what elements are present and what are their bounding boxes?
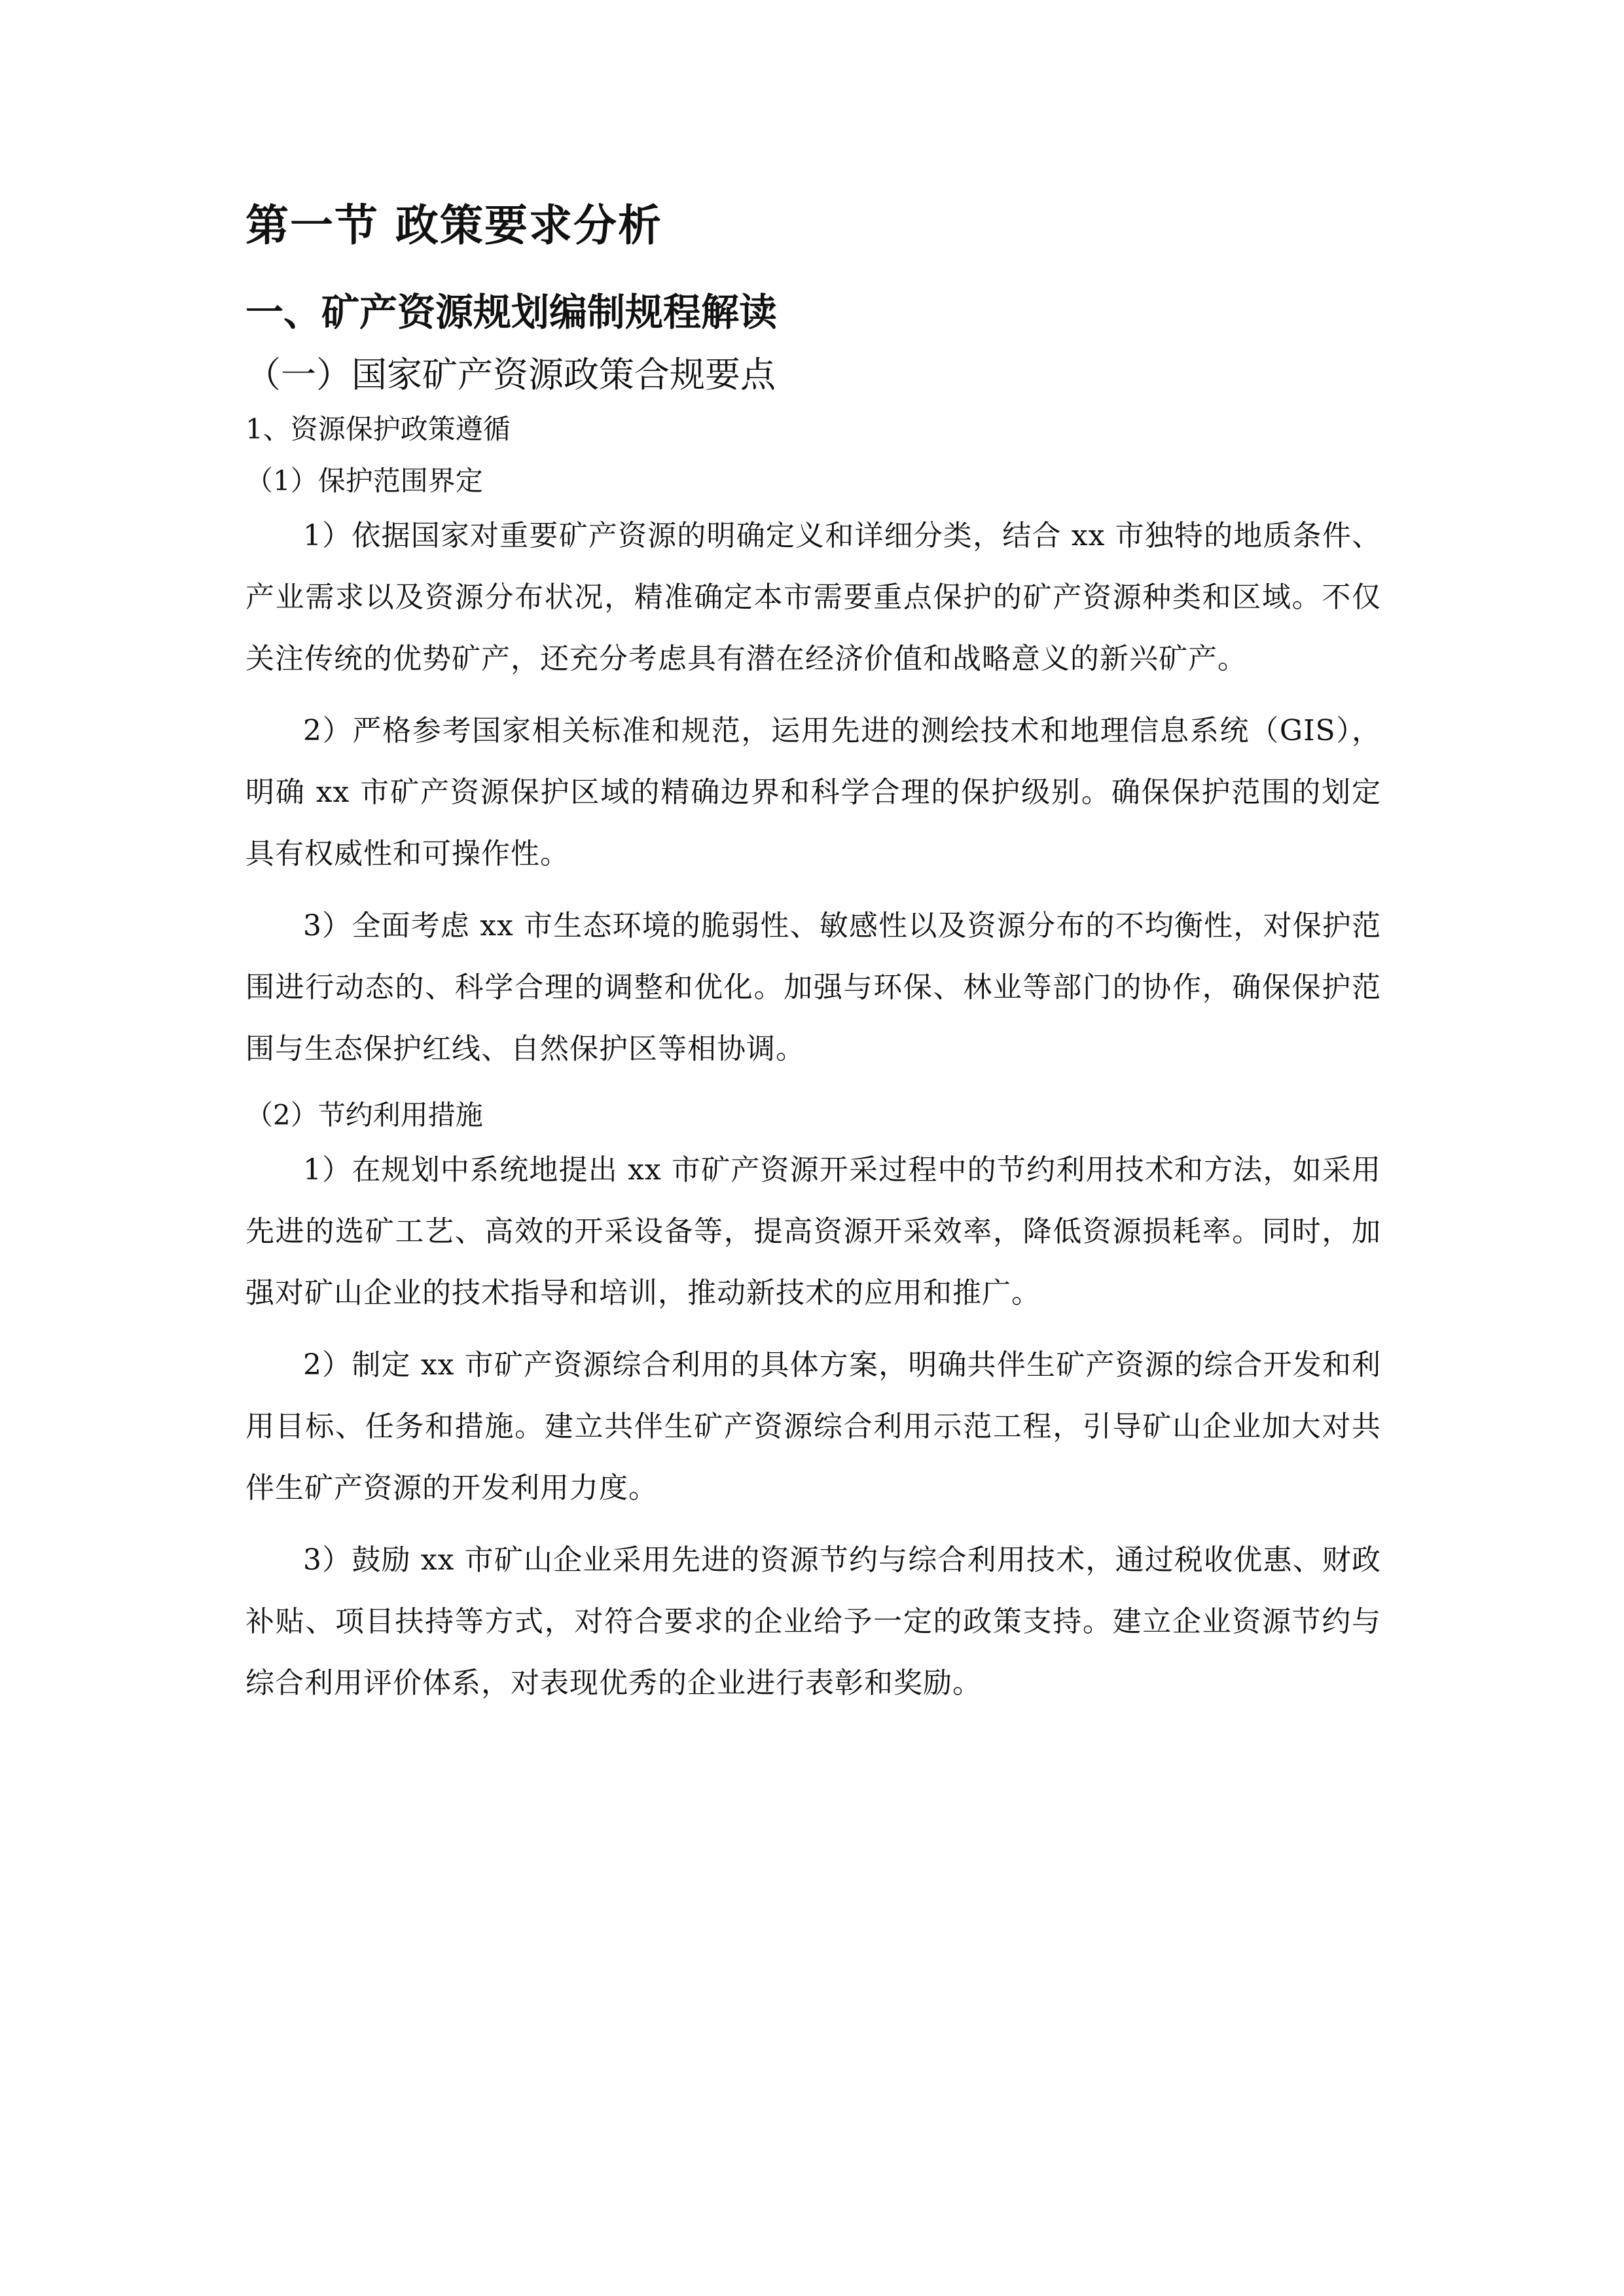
section-title: 第一节 政策要求分析 [245, 200, 662, 251]
paragraph: 2）严格参考国家相关标准和规范，运用先进的测绘技术和地理信息系统（GIS），明确 xx 市矿产资源保护区域的精确边界和科学合理的保护级别。确保保护范围的划定具有权威性和可操作性。 [245, 714, 1381, 870]
document-body [245, 196, 1381, 1725]
paragraph: 2）制定 xx 市矿产资源综合利用的具体方案，明确共伴生矿产资源的综合开发和利用目标、任务和措施。建立共伴生矿产资源综合利用示范工程，引导矿山企业加大对共伴生矿产资源的开发利用力度。 [245, 1348, 1381, 1505]
paragraph: 1）在规划中系统地提出 xx 市矿产资源开采过程中的节约利用技术和方法，如采用先进的选矿工艺、高效的开采设备等，提高资源开采效率，降低资源损耗率。同时，加强对矿山企业的技术指导和培训，推动新技术的应用和推广。 [245, 1153, 1381, 1310]
paragraph: 1）依据国家对重要矿产资源的明确定义和详细分类，结合 xx 市独特的地质条件、产业需求以及资源分布状况，精准确定本市需要重点保护的矿产资源种类和区域。不仅关注传统的优势矿产，还充分考虑具有潜在经济价值和战略意义的新兴矿产。 [245, 519, 1381, 675]
paragraph: 3）全面考虑 xx 市生态环境的脆弱性、敏感性以及资源分布的不均衡性，对保护范围进行动态的、科学合理的调整和优化。加强与环保、林业等部门的协作，确保保护范围与生态保护红线、自然保护区等相协调。 [245, 909, 1381, 1066]
subsection-title: （一）国家矿产资源政策合规要点 [245, 354, 776, 395]
chapter-title: 一、矿产资源规划编制规程解读 [245, 290, 778, 334]
item-title: 1、资源保护政策遵循 [245, 413, 511, 445]
paragraph: 3）鼓励 xx 市矿山企业采用先进的资源节约与综合利用技术，通过税收优惠、财政补贴、项目扶持等方式，对符合要求的企业给予一定的政策支持。建立企业资源节约与综合利用评价体系，对表现优秀的企业进行表彰和奖励。 [245, 1543, 1381, 1700]
group-heading-protection-scope: （1）保护范围界定 [245, 465, 483, 497]
group-heading-conservation-measures: （2）节约利用措施 [245, 1099, 483, 1131]
